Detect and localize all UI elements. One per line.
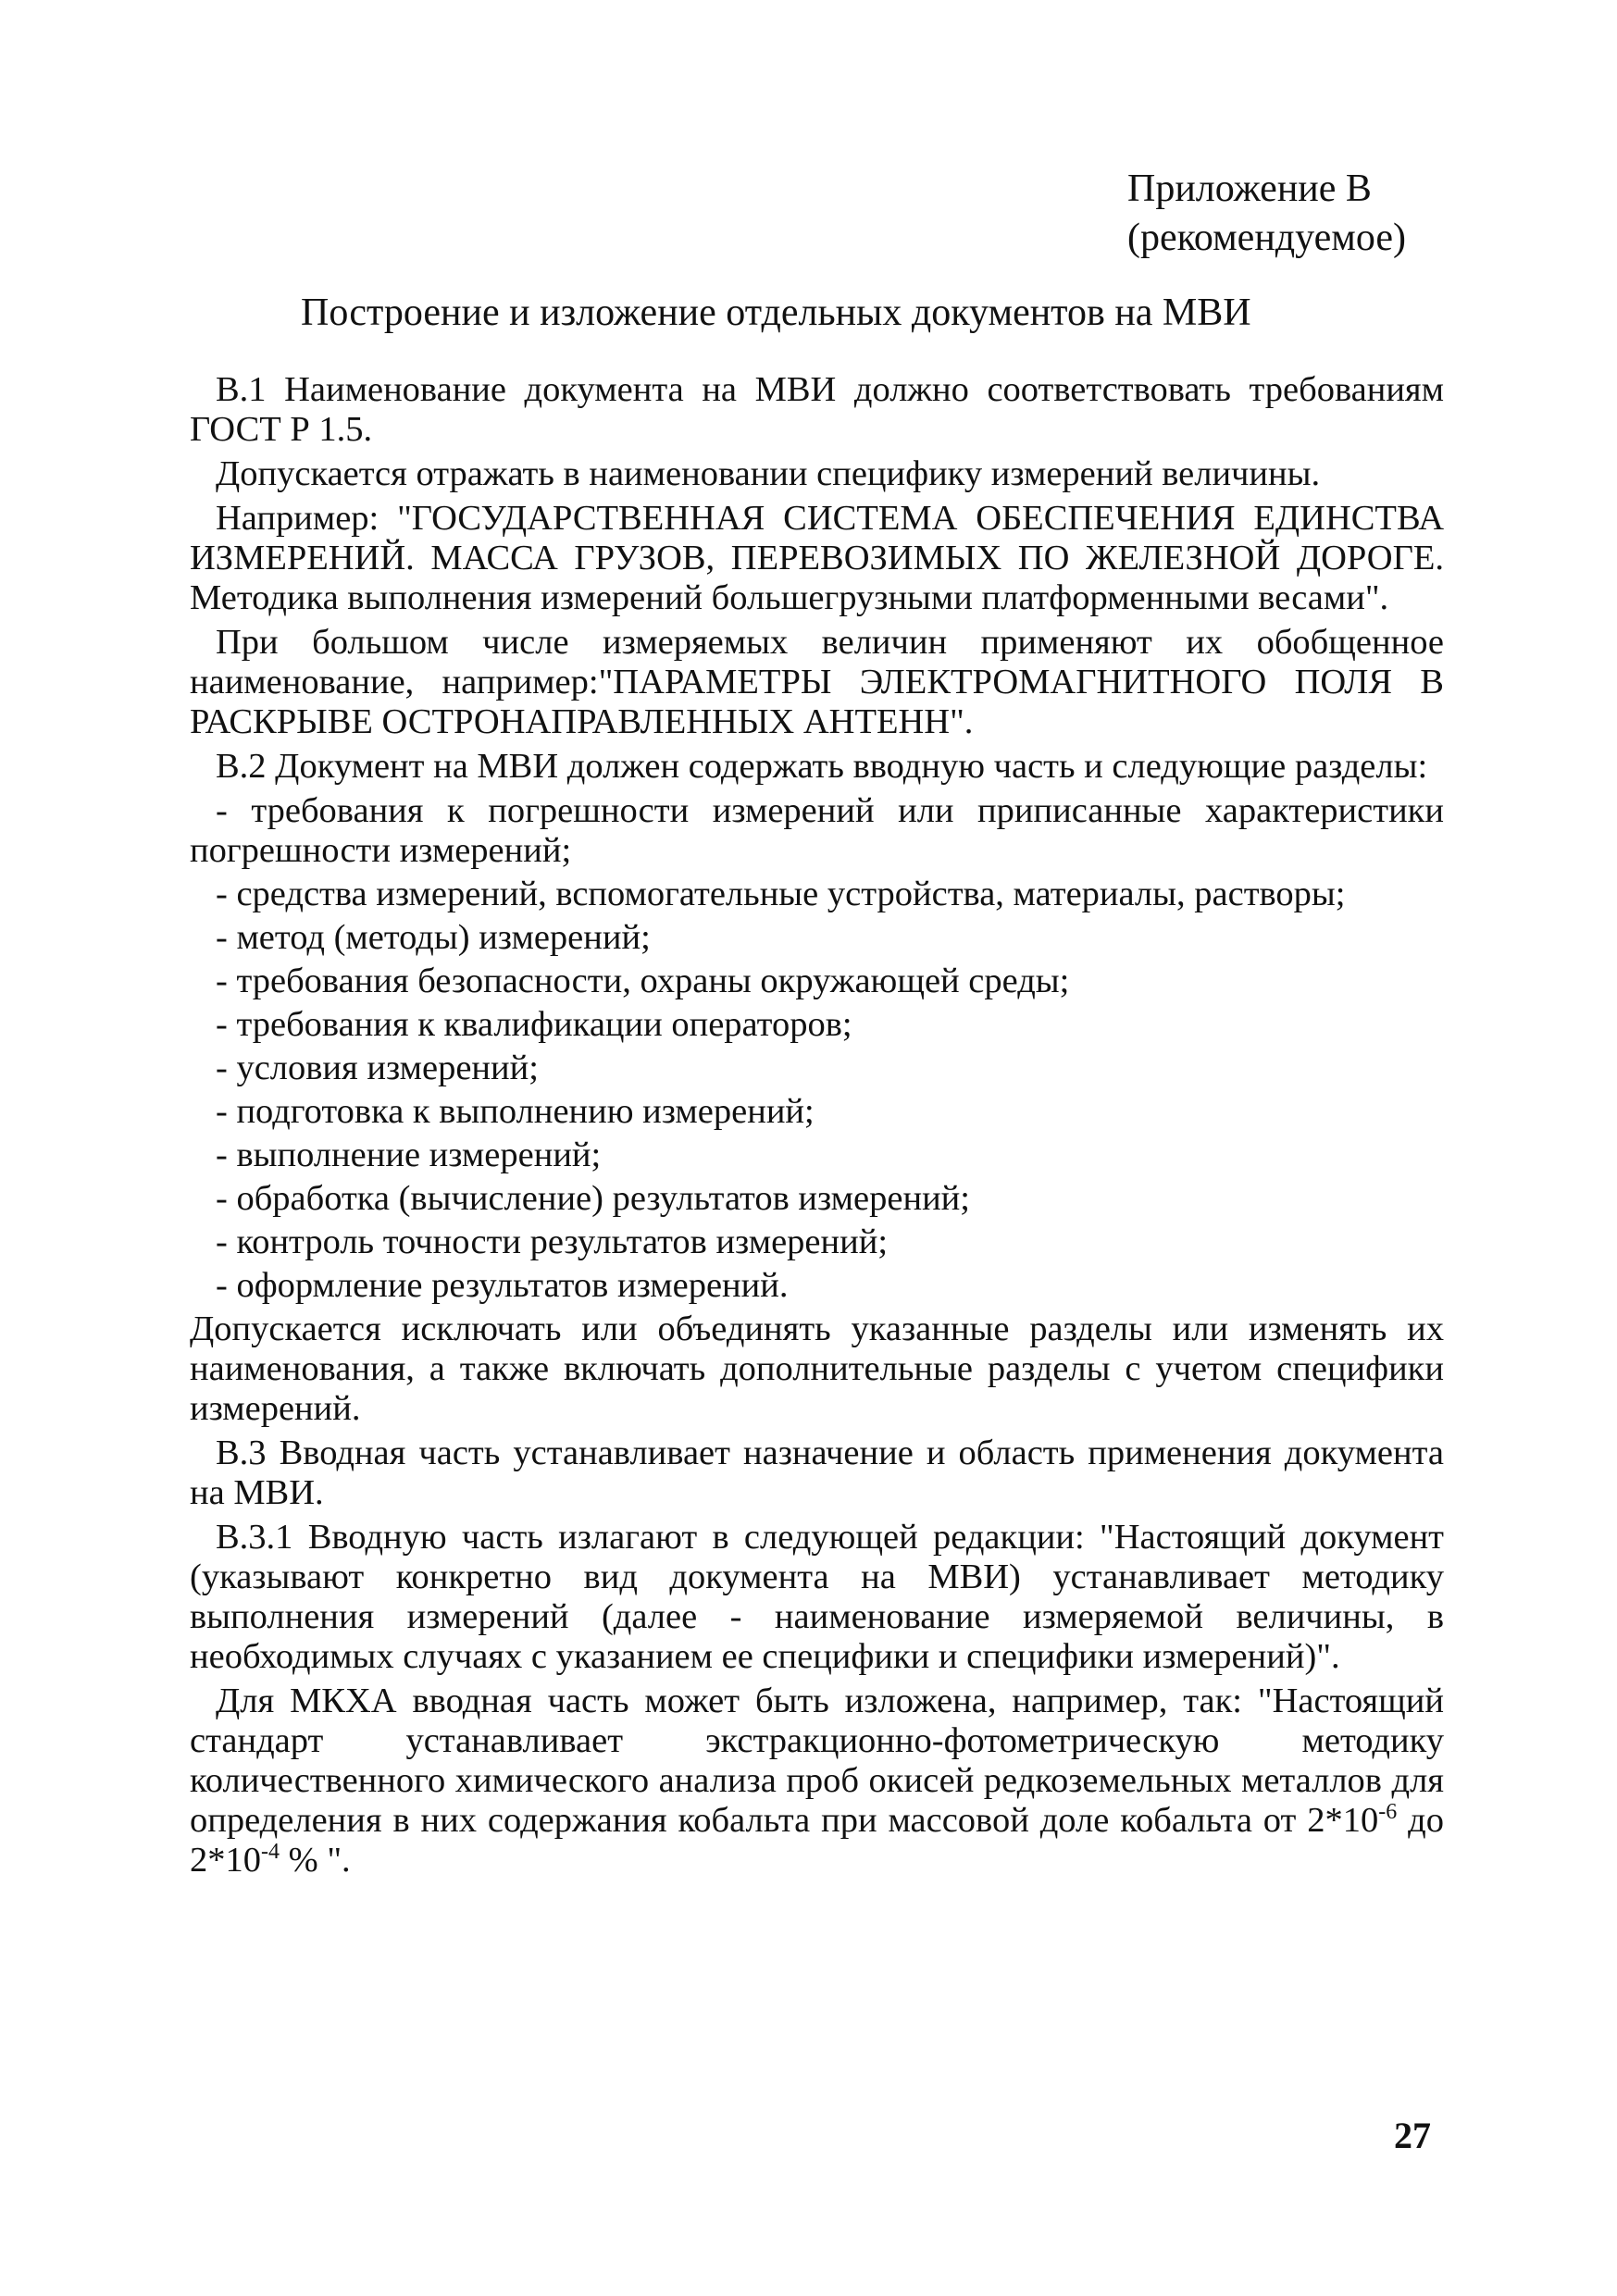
paragraph-b1-example: Например: "ГОСУДАРСТВЕННАЯ СИСТЕМА ОБЕСПЕЧЕНИЯ ЕДИНСТВА ИЗМЕРЕНИЙ. МАССА ГРУЗОВ, ПЕРЕВОЗИМЫХ ПО ЖЕЛЕЗНОЙ ДОРОГЕ. Методика выполнения измерений большегрузными платформенными весами". (190, 499, 1444, 617)
exponent-2: -4 (261, 1840, 280, 1865)
appendix-status: (рекомендуемое) (1127, 217, 1406, 259)
paragraph-b1-note: Допускается отражать в наименовании специфику измерений величины. (216, 454, 1321, 493)
list-item: - средства измерений, вспомогательные устройства, материалы, растворы; (216, 875, 1346, 913)
list-item: - требования к квалификации операторов; (216, 1005, 852, 1044)
document-body (190, 370, 1444, 1885)
paragraph-b1-generalized: При большом числе измеряемых величин применяют их обобщенное наименование, например:"ПАРАМЕТРЫ ЭЛЕКТРОМАГНИТНОГО ПОЛЯ В РАСКРЫВЕ ОСТРОНАПРАВЛЕННЫХ АНТЕНН". (190, 623, 1444, 741)
mkha-text-mid: до 2*10 (190, 1801, 1444, 1880)
paragraph-b3-1: В.3.1 Вводную часть излагают в следующей редакции: "Настоящий документ (указывают конкретно вид документа на МВИ) устанавливает методику выполнения измерений (далее - наименование измеряемой величины, в необходимых случаях с указанием ее специфики и специфики измерений)". (190, 1518, 1444, 1676)
sections-list (190, 791, 1444, 1306)
appendix-title: Приложение В (1127, 168, 1372, 210)
paragraph-b3: В.3 Вводная часть устанавливает назначение и область применения документа на МВИ. (190, 1433, 1444, 1512)
paragraph-b1: В.1 Наименование документа на МВИ должно соответствовать требованиям ГОСТ Р 1.5. (190, 370, 1444, 449)
appendix-label (1127, 165, 1406, 263)
list-item: - требования к погрешности измерений или приписанные характеристики погрешности измерений; (190, 791, 1444, 870)
mkha-text: Для МКХА вводная часть может быть изложена, например, так: "Настоящий стандарт устанавливает экстракционно-фотометрическую методику количественного химического анализа проб окисей редкоземельных металлов для определения в них содержания кобальта при массовой доле кобальта от 2*10 (190, 1682, 1444, 1840)
mkha-text-end: % ". (280, 1841, 351, 1880)
paragraph-mkha-example (190, 1682, 1444, 1880)
paragraph-b2: В.2 Документ на МВИ должен содержать вводную часть и следующие разделы: (216, 747, 1428, 786)
list-item: - условия измерений; (216, 1049, 539, 1087)
list-item: - оформление результатов измерений. (216, 1266, 789, 1305)
list-item: - выполнение измерений; (216, 1136, 602, 1174)
list-item: - контроль точности результатов измерений; (216, 1222, 889, 1261)
list-item: - требования безопасности, охраны окружающей среды; (216, 962, 1070, 1000)
list-item: - метод (методы) измерений; (216, 918, 651, 957)
list-item: - обработка (вычисление) результатов измерений; (216, 1179, 970, 1218)
exponent-1: -6 (1378, 1800, 1398, 1825)
paragraph-b2-note: Допускается исключать или объединять указанные разделы или изменять их наименования, а также включать дополнительные разделы с учетом специфики измерений. (190, 1309, 1444, 1428)
document-title: Построение и изложение отдельных документов на МВИ (301, 292, 1251, 334)
list-item: - подготовка к выполнению измерений; (216, 1092, 815, 1131)
page-number: 27 (1394, 2115, 1431, 2156)
